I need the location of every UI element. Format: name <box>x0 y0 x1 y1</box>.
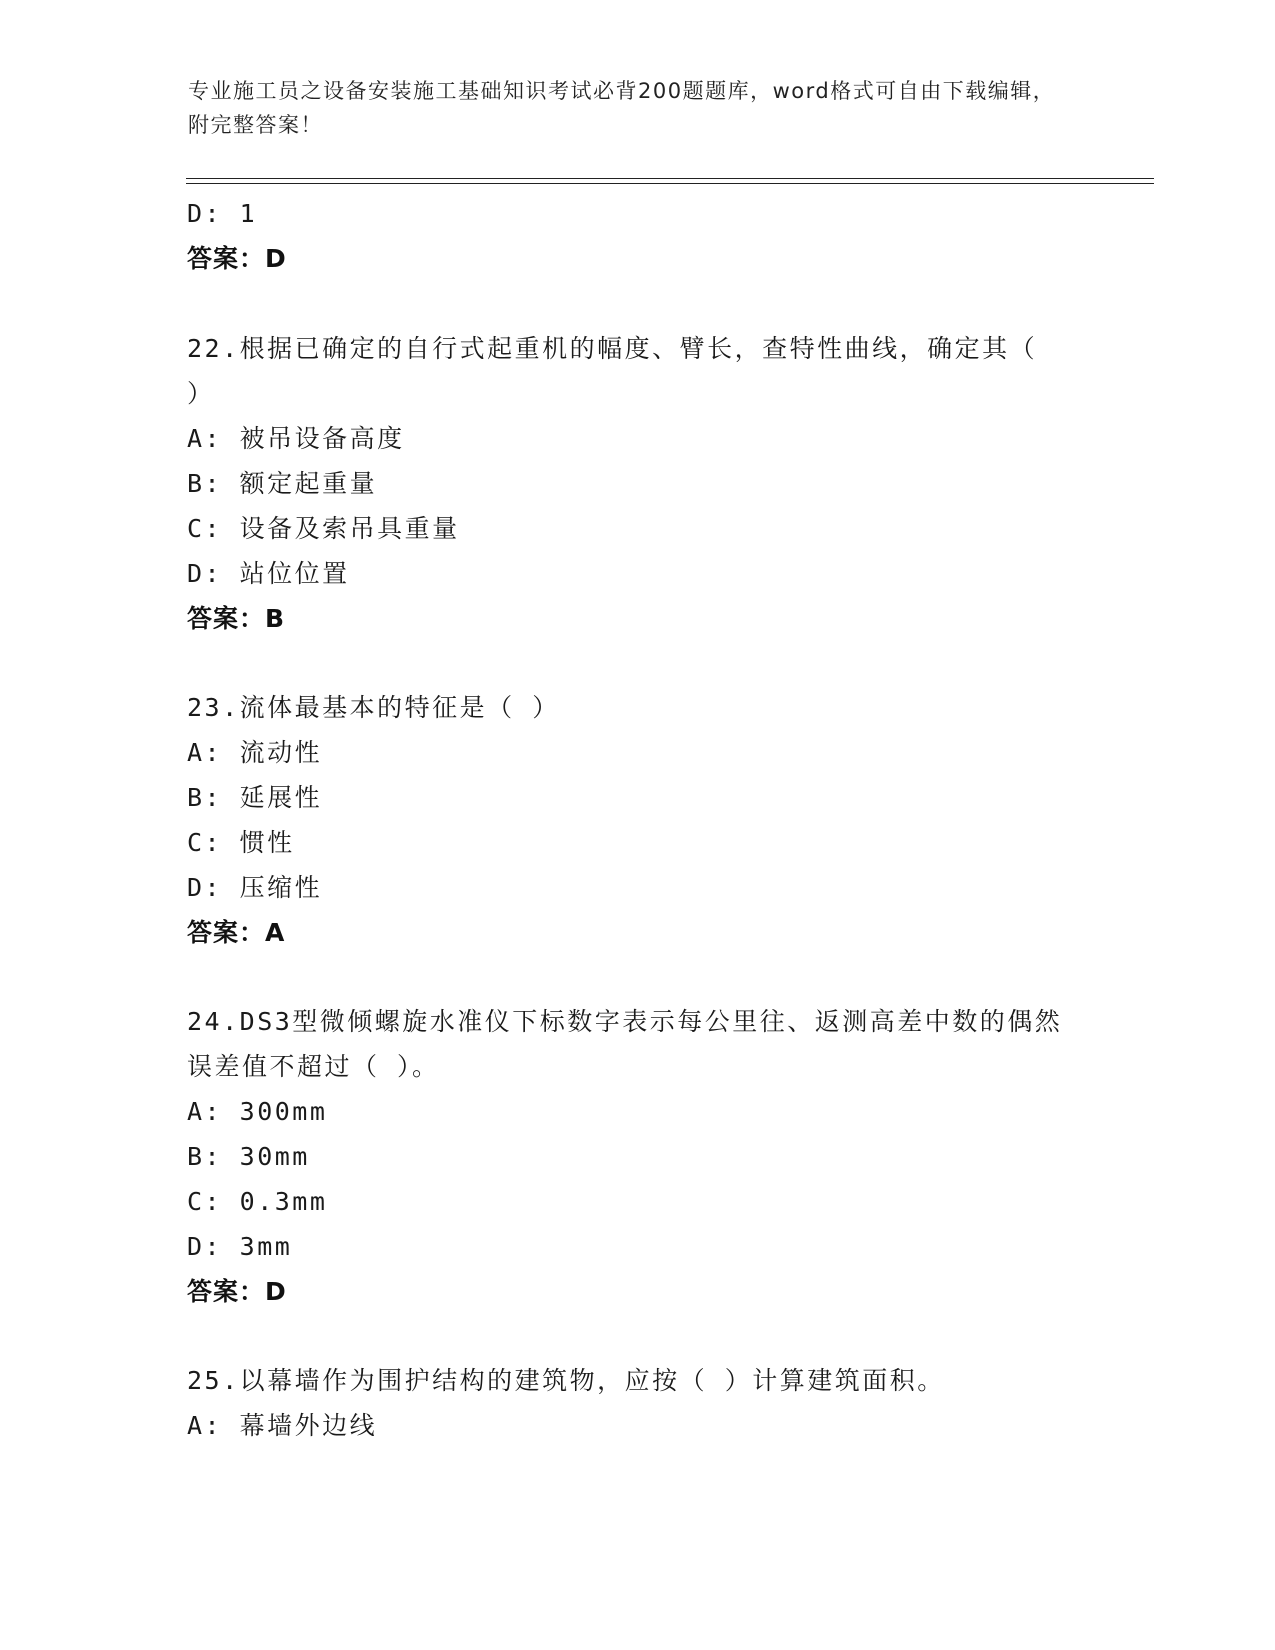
option-a: A: 幕墙外边线 <box>187 1411 378 1440</box>
answer-line <box>187 236 1087 281</box>
answer-value: B <box>265 604 286 633</box>
option-d: D: 3mm <box>187 1232 293 1261</box>
header-title: 专业施工员之设备安装施工基础知识考试必背200题题库，word格式可自由下载编辑，附完整答案！ <box>188 79 1056 137</box>
option-c: C: 0.3mm <box>187 1187 328 1216</box>
answer-value: D <box>265 1277 287 1306</box>
answer-line <box>187 1269 1087 1314</box>
document-body <box>187 191 1087 1448</box>
option-b: B: 30mm <box>187 1142 310 1171</box>
question-text: 23.流体最基本的特征是（ ） <box>187 693 560 722</box>
question-text: 24.DS3型微倾螺旋水准仪下标数字表示每公里往、返测高差中数的偶然误差值不超过（ ）。 <box>187 1007 1063 1081</box>
answer-value: D <box>265 244 287 273</box>
option-d: D: 1 <box>187 199 258 228</box>
option-c: C: 设备及索吊具重量 <box>187 514 460 543</box>
header-divider-top <box>186 178 1154 179</box>
question-text: 25.以幕墙作为围护结构的建筑物，应按（ ）计算建筑面积。 <box>187 1366 945 1395</box>
question-block-24 <box>187 999 1087 1314</box>
option-d: D: 站位位置 <box>187 559 350 588</box>
answer-value: A <box>265 918 286 947</box>
question-text: 22.根据已确定的自行式起重机的幅度、臂长，查特性曲线，确定其（ ） <box>187 334 1038 408</box>
answer-label: 答案： <box>187 918 266 947</box>
answer-line <box>187 910 1087 955</box>
question-block-22 <box>187 326 1087 641</box>
question-block-23 <box>187 685 1087 955</box>
option-a: A: 流动性 <box>187 738 323 767</box>
option-d: D: 压缩性 <box>187 873 323 902</box>
option-b: B: 额定起重量 <box>187 469 378 498</box>
option-a: A: 被吊设备高度 <box>187 424 405 453</box>
header-divider-bottom <box>186 183 1154 184</box>
page-header <box>188 74 1068 142</box>
option-b: B: 延展性 <box>187 783 323 812</box>
option-a: A: 300mm <box>187 1097 328 1126</box>
answer-line <box>187 596 1087 641</box>
answer-label: 答案： <box>187 244 266 273</box>
answer-label: 答案： <box>187 604 266 633</box>
option-c: C: 惯性 <box>187 828 295 857</box>
answer-label: 答案： <box>187 1277 266 1306</box>
question-block-25 <box>187 1358 1087 1448</box>
